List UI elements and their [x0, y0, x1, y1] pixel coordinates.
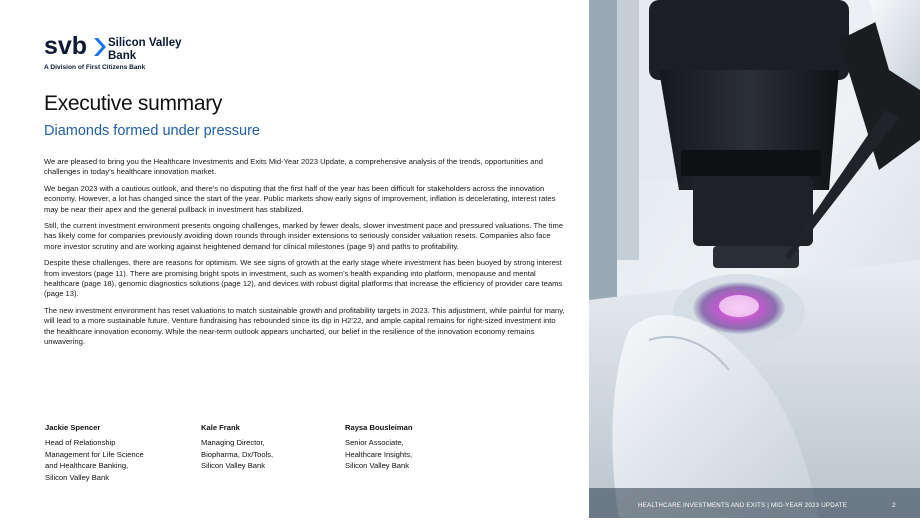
page-title: Executive summary — [44, 92, 223, 115]
paragraph: We are pleased to bring you the Healthcare Investments and Exits Mid-Year 2023 Update, a comprehensive analysis of the trends, opportunities and challenges in today’s healthcare innovation market. — [44, 157, 543, 177]
lab-microscope-photo — [589, 0, 920, 518]
paragraph: Despite these challenges, there are reasons for optimism. We see signs of growth at the early stage where investment has been buoyed by strong interest from investors (page 11). There are promising bright spots in investment, such as women’s health expanding into platform, menopause and mental healthcare (page 18), genomic diagnostics solutions (page 12), and devices with robust digital platforms that increase the efficiency of provider care teams (page 13). — [44, 258, 563, 299]
svb-logo — [44, 32, 194, 64]
summary-body — [44, 157, 566, 354]
signatory-role: Managing Director, Biopharma, Dx/Tools, Silicon Valley Bank — [201, 438, 274, 471]
signatory-name: Kale Frank — [201, 423, 240, 432]
page-number: 2 — [892, 502, 896, 509]
signatory-role: Head of Relationship Management for Life Science and Healthcare Banking, Silicon Valley Bank — [45, 438, 144, 482]
paragraph: Still, the current investment environment presents ongoing challenges, marked by fewer deals, slower investment pace and pressured valuations. The time has likely come for companies previously avoiding down rounds through insider extensions to seriously consider valuation resets. Companies also face more investor scrutiny and are working against heightened demand for clinical milestones (page 9) and paths to profitability. — [44, 221, 564, 251]
signatory-name: Jackie Spencer — [45, 423, 101, 432]
page-subtitle: Diamonds formed under pressure — [44, 123, 260, 139]
logo-name-line2: Bank — [108, 50, 137, 62]
footer-title: HEALTHCARE INVESTMENTS AND EXITS | MID-YEAR 2023 UPDATE — [638, 502, 848, 509]
chevron-logo-icon — [94, 38, 106, 56]
logo-name-line1: Silicon Valley — [108, 37, 182, 49]
signatory — [201, 422, 331, 472]
signatory-role: Senior Associate, Healthcare Insights, Silicon Valley Bank — [345, 438, 413, 471]
logo-mark: svb — [44, 32, 88, 60]
signatory-name: Raysa Bousleiman — [345, 423, 413, 432]
logo-division-text: A Division of First Citizens Bank — [44, 64, 146, 71]
signatory — [45, 422, 185, 483]
paragraph: We began 2023 with a cautious outlook, and there’s no disputing that the first half of the year has been difficult for stakeholders across the innovation economy. However, a lot has changed since the start of the year. Public markets show early signs of improvement, inflation is decelerating, interest rates may be near their apex and the general pullback in investment has stabilized. — [44, 183, 556, 214]
paragraph: The new investment environment has reset valuations to match sustainable growth and profitability targets in 2023. This adjustment, while painful for many, will lead to a more sustainable future. Venture fundraising has rebounded since its dip in H2’22, and ample capital remains for right-sized investment into the healthcare innovation economy. While the near-term outlook appears uncharted, our belief in the resilience of the innovation economy remains unwavering. — [44, 305, 565, 347]
signatory — [345, 422, 475, 472]
